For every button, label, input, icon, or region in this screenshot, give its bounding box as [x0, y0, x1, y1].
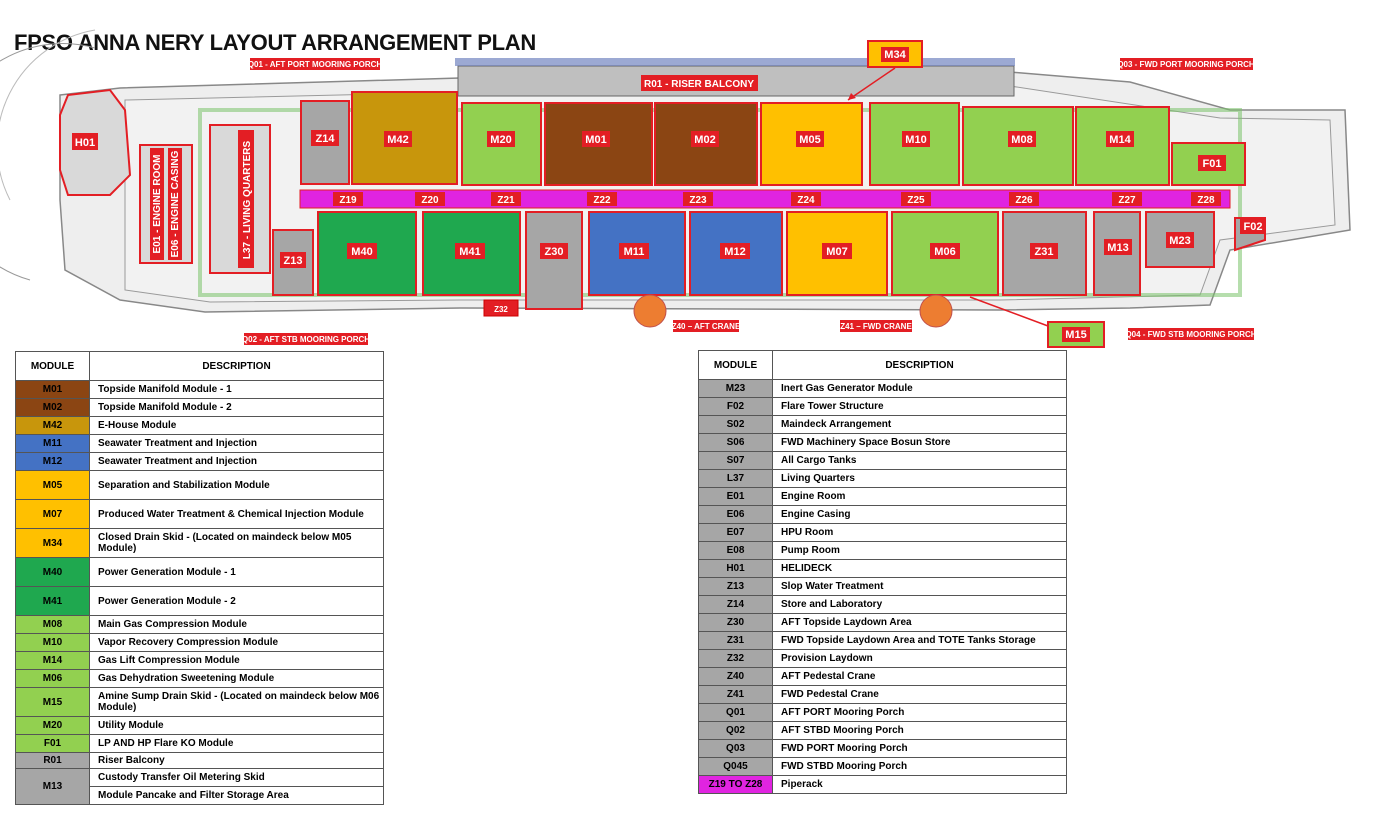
label-Q01-text: Q01 - AFT PORT MOORING PORCH	[247, 60, 383, 69]
module-Z31[interactable]	[1003, 212, 1086, 295]
legend-row	[16, 381, 384, 399]
legend-row	[16, 529, 384, 558]
svg-text:M13: M13	[1107, 242, 1129, 254]
legend-description: Module Pancake and Filter Storage Area	[90, 787, 384, 805]
svg-text:M34: M34	[884, 49, 906, 61]
legend-header-module: MODULE	[699, 351, 773, 380]
legend-code: M40	[16, 558, 90, 587]
piperack-zone-label: Z19	[339, 195, 357, 206]
legend-code: E06	[699, 506, 773, 524]
legend-row	[16, 670, 384, 688]
svg-text:M05: M05	[799, 134, 821, 146]
svg-text:Z14: Z14	[315, 133, 335, 145]
legend-row	[699, 398, 1067, 416]
legend-description: Store and Laboratory	[773, 596, 1067, 614]
module-M23[interactable]	[1146, 212, 1214, 267]
legend-code: M02	[16, 399, 90, 417]
module-M12[interactable]	[690, 212, 782, 295]
legend-description: Engine Casing	[773, 506, 1067, 524]
legend-description: Provision Laydown	[773, 650, 1067, 668]
module-M10[interactable]	[870, 103, 959, 185]
legend-description: Seawater Treatment and Injection	[90, 435, 384, 453]
legend-code: E07	[699, 524, 773, 542]
legend-description: AFT Pedestal Crane	[773, 668, 1067, 686]
legend-row	[16, 558, 384, 587]
legend-row	[16, 500, 384, 529]
legend-row	[16, 453, 384, 471]
legend-row	[16, 769, 384, 787]
piperack-zone-label: Z27	[1118, 195, 1136, 206]
legend-code: E08	[699, 542, 773, 560]
legend-description: All Cargo Tanks	[773, 452, 1067, 470]
legend-row	[16, 417, 384, 435]
svg-text:M12: M12	[724, 246, 746, 258]
legend-code: S02	[699, 416, 773, 434]
label-E06-text: E06 - ENGINE CASING	[170, 150, 181, 258]
legend-description: Vapor Recovery Compression Module	[90, 634, 384, 652]
legend-description: Inert Gas Generator Module	[773, 380, 1067, 398]
legend-row	[699, 632, 1067, 650]
module-M34[interactable]	[868, 41, 922, 67]
svg-text:M40: M40	[351, 246, 373, 258]
legend-code: M05	[16, 471, 90, 500]
legend-description: AFT STBD Mooring Porch	[773, 722, 1067, 740]
label-E01-text: E01 - ENGINE ROOM	[152, 154, 163, 254]
legend-description: Main Gas Compression Module	[90, 616, 384, 634]
legend-description: FWD Topside Laydown Area and TOTE Tanks Storage	[773, 632, 1067, 650]
legend-row	[16, 717, 384, 735]
legend-description: FWD Machinery Space Bosun Store	[773, 434, 1067, 452]
module-M40[interactable]	[318, 212, 416, 295]
legend-description: Closed Drain Skid - (Located on maindeck below M05 Module)	[90, 529, 384, 558]
legend-code: M34	[16, 529, 90, 558]
svg-text:Z31: Z31	[1034, 246, 1054, 258]
legend-code: Q01	[699, 704, 773, 722]
svg-text:M02: M02	[694, 134, 716, 146]
riser-balcony-edge	[455, 58, 1015, 66]
legend-code: Q045	[699, 758, 773, 776]
svg-text:F01: F01	[1202, 158, 1222, 170]
module-M20[interactable]	[462, 103, 541, 185]
legend-code: M01	[16, 381, 90, 399]
piperack-zone-label: Z28	[1197, 195, 1215, 206]
legend-row	[699, 452, 1067, 470]
legend-code: M08	[16, 616, 90, 634]
module-M08[interactable]	[963, 107, 1073, 185]
legend-code: M13	[16, 769, 90, 805]
svg-text:M41: M41	[459, 246, 481, 258]
legend-description: Separation and Stabilization Module	[90, 471, 384, 500]
legend-header	[16, 352, 384, 381]
legend-row	[699, 470, 1067, 488]
legend-row	[699, 614, 1067, 632]
svg-text:M23: M23	[1169, 235, 1191, 247]
legend-code: Q03	[699, 740, 773, 758]
svg-text:M20: M20	[490, 134, 512, 146]
legend-description: Engine Room	[773, 488, 1067, 506]
layout-plan	[0, 0, 1382, 350]
legend-table-right	[698, 350, 1067, 794]
legend-description: LP AND HP Flare KO Module	[90, 735, 384, 753]
legend-description: Living Quarters	[773, 470, 1067, 488]
legend-description: Power Generation Module - 1	[90, 558, 384, 587]
module-M02[interactable]	[655, 103, 757, 185]
legend-code: Q02	[699, 722, 773, 740]
label-Q04-text: Q04 - FWD STB MOORING PORCH	[1125, 330, 1257, 339]
legend-code: Z30	[699, 614, 773, 632]
legend-row	[16, 652, 384, 670]
legend-row	[699, 488, 1067, 506]
piperack-zone-label: Z22	[593, 195, 611, 206]
legend-code: Z19 TO Z28	[699, 776, 773, 794]
legend-header-description: DESCRIPTION	[773, 351, 1067, 380]
legend-code: M12	[16, 453, 90, 471]
module-Z13[interactable]	[273, 230, 313, 295]
svg-text:M42: M42	[387, 134, 409, 146]
legend-row	[699, 560, 1067, 578]
svg-text:Z30: Z30	[544, 246, 564, 258]
legend-row	[699, 776, 1067, 794]
module-M06[interactable]	[892, 212, 998, 295]
legend-row	[699, 506, 1067, 524]
legend-code: M07	[16, 500, 90, 529]
module-F01[interactable]	[1172, 143, 1245, 185]
svg-text:M11: M11	[623, 246, 645, 258]
legend-code: M41	[16, 587, 90, 616]
legend-description: HPU Room	[773, 524, 1067, 542]
legend-row	[699, 416, 1067, 434]
module-Z32[interactable]	[484, 300, 518, 316]
legend-row	[699, 722, 1067, 740]
legend-code: S06	[699, 434, 773, 452]
legend-description: Gas Lift Compression Module	[90, 652, 384, 670]
legend-row	[699, 596, 1067, 614]
svg-text:F02: F02	[1243, 221, 1263, 233]
legend-description: Custody Transfer Oil Metering Skid	[90, 769, 384, 787]
module-M42[interactable]	[352, 92, 457, 184]
piperack-zone-label: Z26	[1015, 195, 1033, 206]
legend-row	[699, 434, 1067, 452]
legend-code: M20	[16, 717, 90, 735]
legend-row	[16, 735, 384, 753]
legend-description: FWD Pedestal Crane	[773, 686, 1067, 704]
legend-code: F01	[16, 735, 90, 753]
legend-description: Slop Water Treatment	[773, 578, 1067, 596]
legend-code: Z31	[699, 632, 773, 650]
piperack-zone-label: Z25	[907, 195, 925, 206]
legend-description: Topside Manifold Module - 1	[90, 381, 384, 399]
legend-row	[16, 471, 384, 500]
legend-row	[699, 686, 1067, 704]
legend-code: S07	[699, 452, 773, 470]
legend-row	[16, 753, 384, 769]
module-M07[interactable]	[787, 212, 887, 295]
legend-description: HELIDECK	[773, 560, 1067, 578]
aft-crane-icon	[634, 295, 666, 327]
label-R01-text: R01 - RISER BALCONY	[643, 79, 755, 90]
module-M14[interactable]	[1076, 107, 1169, 185]
label-L37-text: L37 - LIVING QUARTERS	[242, 140, 253, 260]
legend-row	[16, 616, 384, 634]
label-H01-text: H01	[74, 137, 96, 149]
legend-description: FWD PORT Mooring Porch	[773, 740, 1067, 758]
legend-code: M10	[16, 634, 90, 652]
legend-row	[699, 380, 1067, 398]
legend-code: M23	[699, 380, 773, 398]
legend-description: E-House Module	[90, 417, 384, 435]
legend-description: Amine Sump Drain Skid - (Located on maindeck below M06 Module)	[90, 688, 384, 717]
label-Q02-text: Q02 - AFT STB MOORING PORCH	[241, 335, 371, 344]
legend-header-description: DESCRIPTION	[90, 352, 384, 381]
legend-description: FWD STBD Mooring Porch	[773, 758, 1067, 776]
legend-description: Seawater Treatment and Injection	[90, 453, 384, 471]
legend-code: M42	[16, 417, 90, 435]
label-Q03-text: Q03 - FWD PORT MOORING PORCH	[1117, 60, 1255, 69]
legend-code: M06	[16, 670, 90, 688]
svg-text:M10: M10	[905, 134, 927, 146]
legend-description: AFT PORT Mooring Porch	[773, 704, 1067, 722]
legend-row	[16, 587, 384, 616]
legend-code: Z40	[699, 668, 773, 686]
legend-code: L37	[699, 470, 773, 488]
legend-code: F02	[699, 398, 773, 416]
legend-row	[16, 399, 384, 417]
legend-row	[699, 704, 1067, 722]
legend-description: Maindeck Arrangement	[773, 416, 1067, 434]
legend-code: M11	[16, 435, 90, 453]
legend-row	[16, 634, 384, 652]
label-Z40-text: Z40 – AFT CRANE	[671, 322, 741, 331]
legend-code: E01	[699, 488, 773, 506]
legend-description: Power Generation Module - 2	[90, 587, 384, 616]
legend-code: M15	[16, 688, 90, 717]
legend-row	[699, 578, 1067, 596]
legend-row	[699, 650, 1067, 668]
legend-row	[699, 758, 1067, 776]
legend-row	[699, 740, 1067, 758]
module-M13[interactable]	[1094, 212, 1140, 295]
legend-table-left	[15, 351, 384, 805]
svg-text:M07: M07	[826, 246, 848, 258]
legend-code: Z14	[699, 596, 773, 614]
module-Z14[interactable]	[301, 101, 349, 184]
piperack-zone-label: Z24	[797, 195, 815, 206]
module-M15[interactable]	[1048, 322, 1104, 347]
legend-code: H01	[699, 560, 773, 578]
module-M05[interactable]	[761, 103, 862, 185]
svg-text:M14: M14	[1109, 134, 1131, 146]
legend-row	[16, 688, 384, 717]
legend-description: AFT Topside Laydown Area	[773, 614, 1067, 632]
engine-area	[140, 145, 192, 263]
legend-row	[699, 542, 1067, 560]
legend-description: Pump Room	[773, 542, 1067, 560]
legend-description: Produced Water Treatment & Chemical Injection Module	[90, 500, 384, 529]
legend-row	[699, 524, 1067, 542]
piperack-zone-label: Z21	[497, 195, 515, 206]
legend-row	[699, 668, 1067, 686]
legend-code: Z32	[699, 650, 773, 668]
legend-header-module: MODULE	[16, 352, 90, 381]
page-title: FPSO ANNA NERY LAYOUT ARRANGEMENT PLAN	[14, 30, 536, 55]
svg-text:M01: M01	[585, 134, 607, 146]
legend-description: Flare Tower Structure	[773, 398, 1067, 416]
piperack-zone-label: Z23	[689, 195, 707, 206]
legend-description: Riser Balcony	[90, 753, 384, 769]
module-M01[interactable]	[545, 103, 652, 185]
legend-description: Utility Module	[90, 717, 384, 735]
legend-header	[699, 351, 1067, 380]
legend-code: Z41	[699, 686, 773, 704]
svg-text:M15: M15	[1065, 329, 1087, 341]
legend-row	[16, 435, 384, 453]
module-Z30[interactable]	[526, 212, 582, 309]
legend-description: Piperack	[773, 776, 1067, 794]
legend-code: Z13	[699, 578, 773, 596]
label-Z41-text: Z41 – FWD CRANE	[840, 322, 912, 331]
module-M41[interactable]	[423, 212, 520, 295]
fwd-crane-icon	[920, 295, 952, 327]
svg-text:M08: M08	[1011, 134, 1033, 146]
legend-code: R01	[16, 753, 90, 769]
svg-text:Z32: Z32	[494, 305, 508, 314]
module-M11[interactable]	[589, 212, 685, 295]
legend-description: Topside Manifold Module - 2	[90, 399, 384, 417]
piperack-zone-label: Z20	[421, 195, 439, 206]
svg-text:M06: M06	[934, 246, 956, 258]
svg-text:Z13: Z13	[283, 255, 303, 267]
legend-description: Gas Dehydration Sweetening Module	[90, 670, 384, 688]
legend-code: M14	[16, 652, 90, 670]
